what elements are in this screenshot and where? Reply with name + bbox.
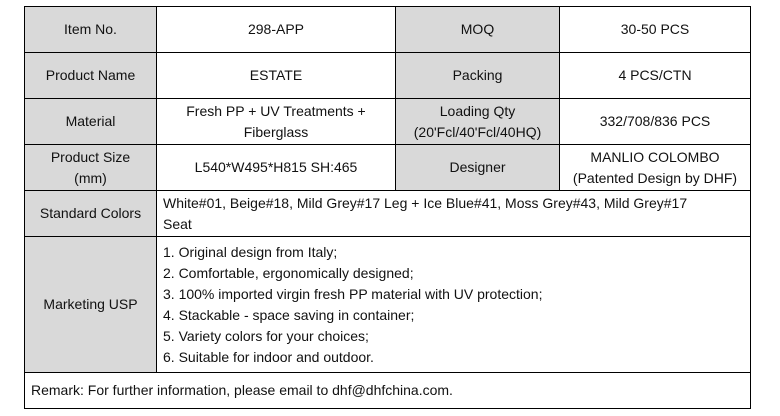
row-product-size — [25, 145, 751, 191]
row-item-no — [25, 7, 751, 53]
remark-text: Remark: For further information, please email to dhf@dhfchina.com. — [25, 373, 751, 409]
loading-qty-label — [396, 99, 560, 145]
row-standard-colors — [25, 191, 751, 237]
material-value — [157, 99, 396, 145]
moq-value: 30-50 PCS — [560, 7, 751, 53]
usp-item: 1. Original design from Italy; — [163, 243, 338, 260]
material-value-line2: Fiberglass — [243, 123, 309, 140]
usp-item: 2. Comfortable, ergonomically designed; — [163, 264, 414, 281]
product-size-value: L540*W495*H815 SH:465 — [157, 145, 396, 191]
product-name-value: ESTATE — [157, 53, 396, 99]
standard-colors-value-line2: Seat — [163, 215, 192, 232]
row-marketing-usp — [25, 237, 751, 373]
designer-value — [560, 145, 751, 191]
designer-value-line2: (Patented Design by DHF) — [572, 169, 738, 186]
row-material — [25, 99, 751, 145]
loading-qty-label-line2: (20'Fcl/40'Fcl/40HQ) — [413, 123, 542, 140]
product-size-label-line2: (mm) — [74, 169, 107, 186]
product-name-label: Product Name — [25, 53, 157, 99]
standard-colors-value — [157, 191, 751, 237]
standard-colors-label: Standard Colors — [25, 191, 157, 237]
standard-colors-value-line1: White#01, Beige#18, Mild Grey#17 Leg + Ice Blue#41, Moss Grey#43, Mild Grey#17 — [163, 194, 688, 211]
product-size-label — [25, 145, 157, 191]
loading-qty-value: 332/708/836 PCS — [560, 99, 751, 145]
item-no-value: 298-APP — [157, 7, 396, 53]
usp-item: 3. 100% imported virgin fresh PP material with UV protection; — [163, 285, 543, 302]
loading-qty-label-line1: Loading Qty — [439, 102, 516, 119]
product-size-label-line1: Product Size — [50, 148, 131, 165]
packing-label: Packing — [396, 53, 560, 99]
marketing-usp-label: Marketing USP — [25, 237, 157, 373]
item-no-label: Item No. — [25, 7, 157, 53]
material-label: Material — [25, 99, 157, 145]
row-remark — [25, 373, 751, 409]
packing-value: 4 PCS/CTN — [560, 53, 751, 99]
usp-item: 5. Variety colors for your choices; — [163, 327, 369, 344]
row-product-name — [25, 53, 751, 99]
product-spec-table — [24, 6, 751, 409]
material-value-line1: Fresh PP + UV Treatments + — [186, 102, 366, 119]
usp-item: 6. Suitable for indoor and outdoor. — [163, 348, 374, 365]
usp-item: 4. Stackable - space saving in container; — [163, 306, 415, 323]
designer-label: Designer — [396, 145, 560, 191]
marketing-usp-list — [157, 237, 751, 373]
moq-label: MOQ — [396, 7, 560, 53]
designer-value-line1: MANLIO COLOMBO — [590, 148, 720, 165]
